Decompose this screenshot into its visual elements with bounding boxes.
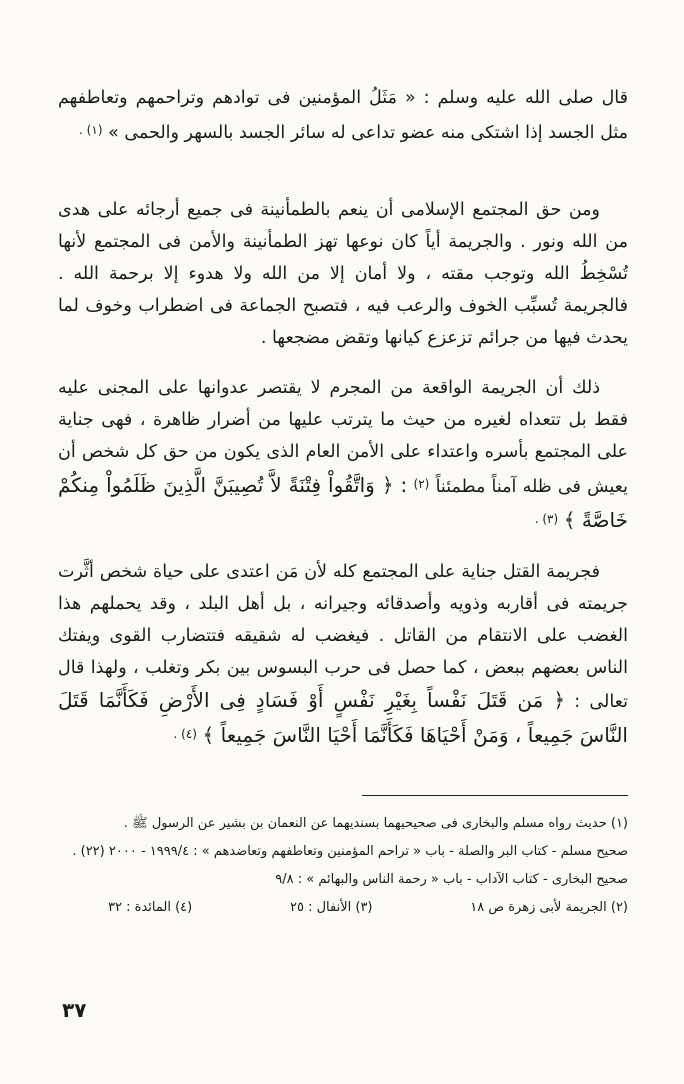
paragraph-hadith — [58, 82, 628, 149]
footnote-ref-3: (٣) . — [534, 512, 559, 526]
paragraph-crime-text: ذلك أن الجريمة الواقعة من المجرم لا يقتصر عدوانها على المجنى عليه فقط بل تتعداه لغيره من حيث ما يترتب عليها من أضرار ظاهرة ، فهى جناية على المجتمع بأسره واعتداء على الأمن العام الذى يكون من حق كل شخص أن يعيش فى ظله آمناً مطمئناً — [58, 378, 628, 497]
footnote-1-bukhari: صحيح البخارى - كتاب الآداب - باب « رحمة الناس والبهائم » : ٩/٨ — [275, 872, 628, 887]
footnotes-last-line — [108, 894, 628, 922]
footnote-3: (٣) الأنفال : ٢٥ — [289, 900, 373, 915]
paragraph-murder — [58, 556, 628, 753]
quran-verse-maidah: ﴿ مَن قَتَلَ نَفْساً بِغَيْرِ نَفْسٍ أَوْ فَسَادٍ فِى الأَرْضِ فَكَأَنَّمَا قَتَلَ النَّاسَ جَمِيعاً ، وَمَنْ أَحْيَاهَا فَكَأَنَّمَا أَحْيَا النَّاسَ جَمِيعاً ﴾ — [58, 688, 628, 747]
footnote-1-muslim: صحيح مسلم - كتاب البر والصلة - باب « تراحم المؤمنين وتعاطفهم وتعاضدهم » : ١٩٩٩/٤ - ٢٠٠٠ (٢٢) . — [72, 844, 628, 859]
footnote-1-source: (١) حديث رواه مسلم والبخارى فى صحيحيهما بسنديهما عن النعمان بن بشير عن الرسول ﷺ . — [123, 816, 628, 831]
footnote-2: (٢) الجريمة لأبى زهرة ص ١٨ — [470, 900, 628, 915]
footnote-ref-4: (٤) . — [173, 727, 197, 741]
footnotes — [58, 810, 628, 922]
footnote-4: (٤) المائدة : ٣٢ — [108, 900, 193, 915]
footnote-divider — [362, 795, 628, 796]
footnote-ref-2: (٢) — [413, 477, 430, 491]
hadith-text: قال صلى الله عليه وسلم : « مَثَلُ المؤمنين فى توادهم وتراحمهم وتعاطفهم مثل الجسد إذا اشتكى منه عضو تداعى له سائر الجسد بالسهر والحمى » — [58, 88, 628, 143]
footnote-ref-1: (١) . — [79, 123, 103, 137]
paragraph-crime — [58, 372, 628, 538]
paragraph-murder-text: فجريمة القتل جناية على المجتمع كله لأن مَن اعتدى على حياة شخص أثَّرت جريمته فى أقاربه وذويه وأصدقائه وجيرانه ، بل أهل البلد ، وقد يحملهم هذا الغضب على الانتقام من القاتل . فيغضب له شقيقه فتتضارب القوى ويفتك الناس بعضهم ببعض ، كما حصل فى حرب البسوس بين بكر وتغلب ، ولهذا قال تعالى : — [58, 562, 628, 712]
page-number: ٣٧ — [62, 998, 87, 1022]
paragraph-security — [58, 194, 628, 354]
paragraph-security-text: ومن حق المجتمع الإسلامى أن ينعم بالطمأنينة فى جميع أرجائه على هدى من الله ونور . والجريمة أياً كان نوعها تهز الطمأنينة والأمن فى المجتمع لأنها تُسْخِطُ الله وتوجب مقته ، ولا أمان إلا من الله ولا هدوء إلا برحمة الله . فالجريمة تُسبِّب الخوف والرعب فيه ، فتصبح الجماعة فى اضطراب وخوف لما يحدث فيها من جرائم تزعزع كيانها وتقض مضجعها . — [58, 200, 628, 348]
quran-verse-anfal: : ﴿ وَاتَّقُواْ فِتْنَةً لاَّ تُصِيبَنَّ الَّذِينَ ظَلَمُواْ مِنكُمْ خَاصَّةً ﴾ — [58, 473, 628, 532]
